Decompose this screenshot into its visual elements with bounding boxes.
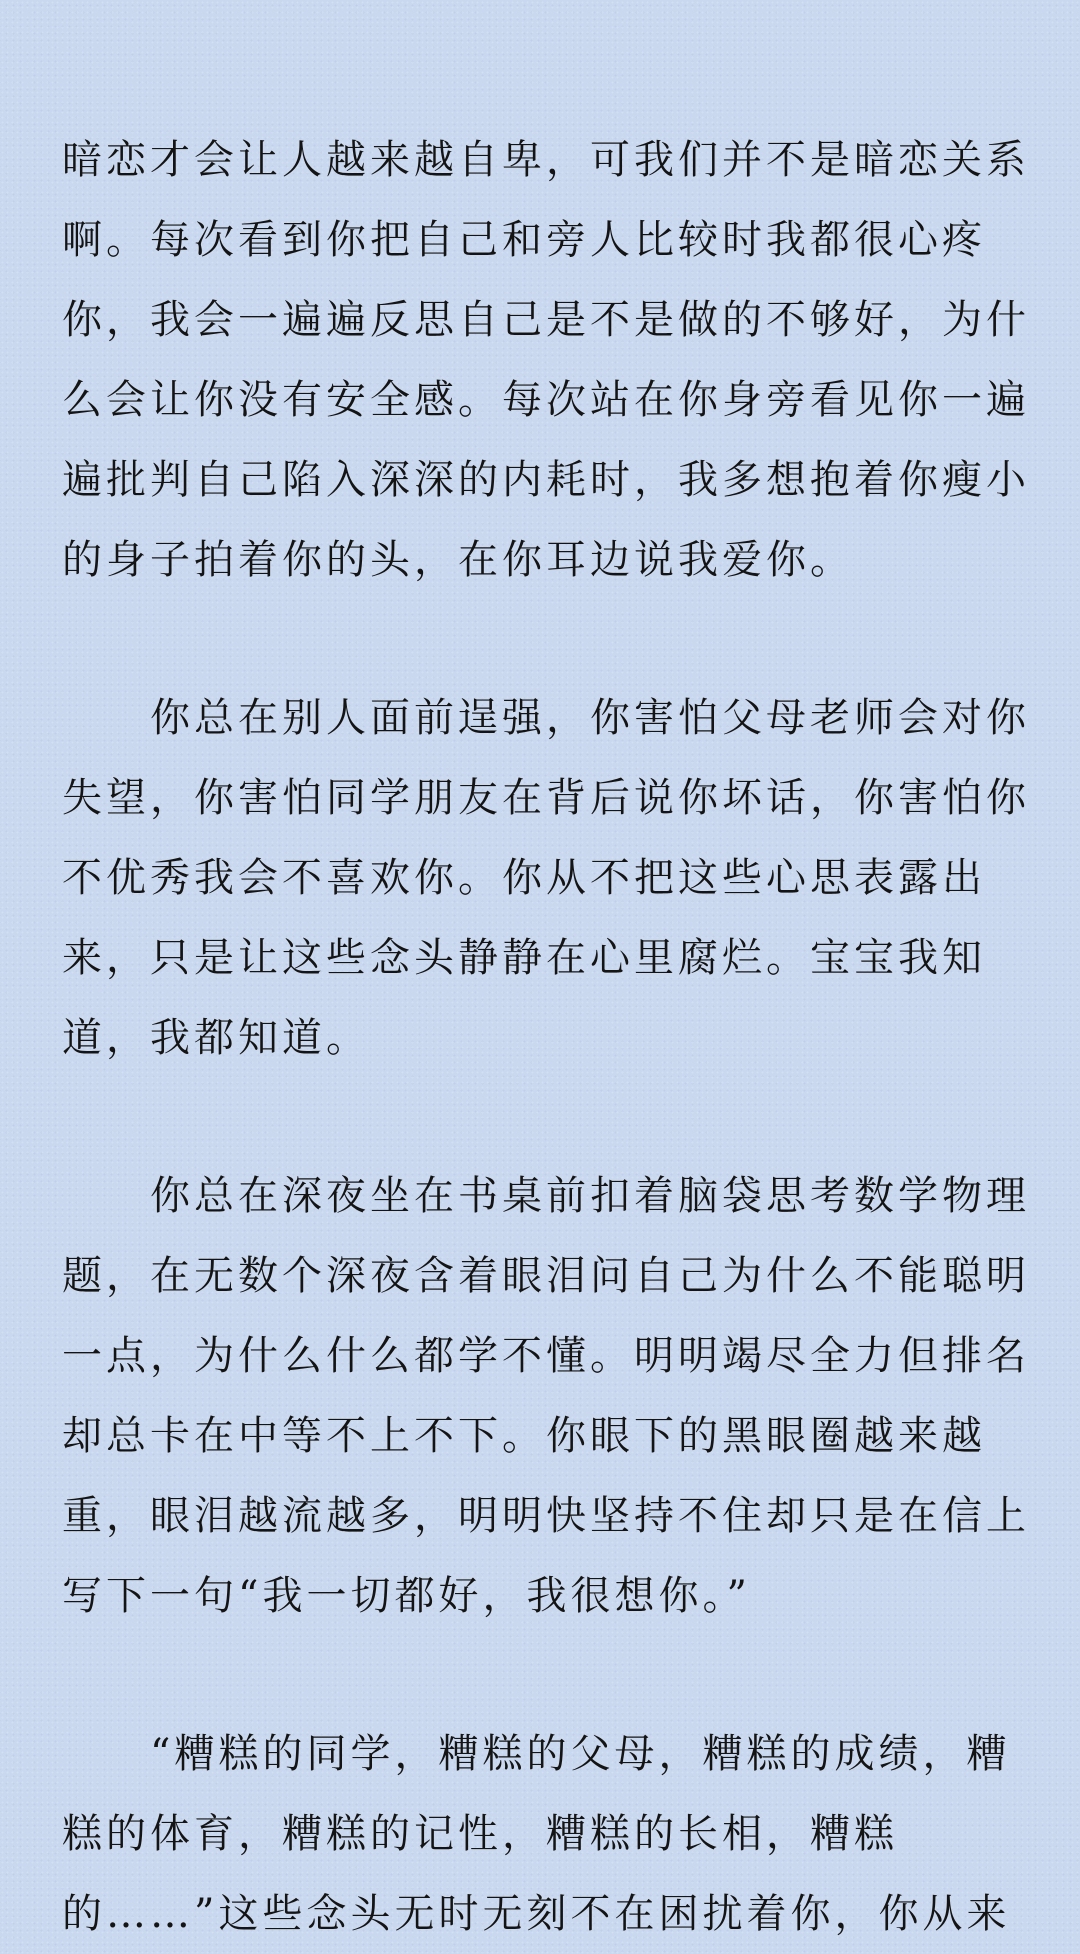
text-line: 啊。每次看到你把自己和旁人比较时我都很心疼 xyxy=(62,217,986,263)
text-line: 题，在无数个深夜含着眼泪问自己为什么不能聪明 xyxy=(62,1253,1030,1299)
paragraph-spacer xyxy=(62,1636,1080,1714)
text-line: 暗恋才会让人越来越自卑，可我们并不是暗恋关系 xyxy=(62,137,1030,183)
paragraph-2 xyxy=(62,678,1080,1078)
text-line: 道，我都知道。 xyxy=(62,1015,370,1061)
text-line: 你总在别人面前逞强，你害怕父母老师会对你 xyxy=(62,695,1030,741)
text-line: 你总在深夜坐在书桌前扣着脑袋思考数学物理 xyxy=(62,1173,1030,1219)
text-line: 糕的体育，糟糕的记性，糟糕的长相，糟糕 xyxy=(62,1811,898,1857)
paragraph-1 xyxy=(62,120,1080,600)
text-line: 你，我会一遍遍反思自己是不是做的不够好，为什 xyxy=(62,297,1030,343)
paragraph-spacer xyxy=(62,600,1080,678)
text-line: 一点，为什么什么都学不懂。明明竭尽全力但排名 xyxy=(62,1333,1030,1379)
text-line: 的身子拍着你的头，在你耳边说我爱你。 xyxy=(62,537,854,583)
paragraph-spacer xyxy=(62,1078,1080,1156)
text-line: 却总卡在中等不上不下。你眼下的黑眼圈越来越 xyxy=(62,1413,986,1459)
text-line: 遍批判自己陷入深深的内耗时，我多想抱着你瘦小 xyxy=(62,457,1030,503)
text-line: 重，眼泪越流越多，明明快坚持不住却只是在信上 xyxy=(62,1493,1030,1539)
text-line: 么会让你没有安全感。每次站在你身旁看见你一遍 xyxy=(62,377,1030,423)
text-line: 写下一句“我一切都好，我很想你。” xyxy=(62,1573,751,1619)
text-line: 来，只是让这些念头静静在心里腐烂。宝宝我知 xyxy=(62,935,986,981)
text-line: 的……”这些念头无时无刻不在困扰着你，你从来 xyxy=(62,1891,1011,1937)
text-line: “糟糕的同学，糟糕的父母，糟糕的成绩，糟 xyxy=(62,1731,1011,1777)
text-line: 不优秀我会不喜欢你。你从不把这些心思表露出 xyxy=(62,855,986,901)
paragraph-3 xyxy=(62,1156,1080,1636)
text-line: 失望，你害怕同学朋友在背后说你坏话，你害怕你 xyxy=(62,775,1030,821)
paragraph-4 xyxy=(62,1714,1080,1954)
